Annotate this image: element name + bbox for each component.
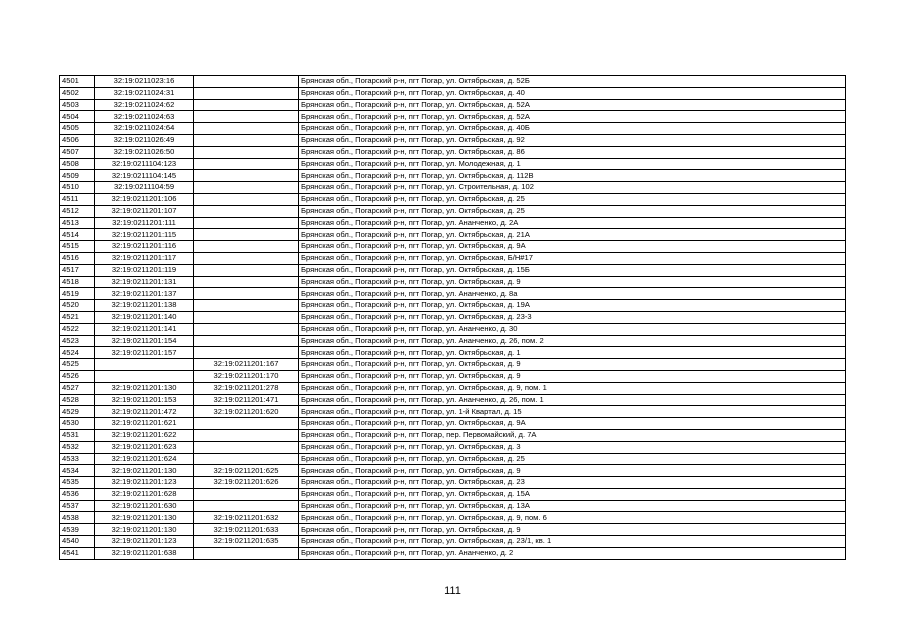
linked-cadastral-number-cell: 32:19:0211201:167 [194, 359, 299, 371]
table-row [60, 347, 846, 359]
address-cell: Брянская обл., Погарский р-н, пгт Погар, ул. Октябрьская, д. 25 [299, 193, 846, 205]
row-number-cell: 4517 [60, 264, 95, 276]
table-row [60, 276, 846, 288]
linked-cadastral-number-cell [194, 323, 299, 335]
table-row [60, 264, 846, 276]
table-row [60, 382, 846, 394]
row-number-cell: 4527 [60, 382, 95, 394]
row-number-cell: 4521 [60, 311, 95, 323]
row-number-cell: 4513 [60, 217, 95, 229]
cadastral-number-cell: 32:19:0211201:624 [95, 453, 194, 465]
linked-cadastral-number-cell: 32:19:0211201:632 [194, 512, 299, 524]
linked-cadastral-number-cell [194, 99, 299, 111]
address-cell: Брянская обл., Погарский р-н, пгт Погар, ул. Октябрьская, д. 1 [299, 347, 846, 359]
cadastral-number-cell: 32:19:0211201:141 [95, 323, 194, 335]
table-row [60, 536, 846, 548]
row-number-cell: 4501 [60, 76, 95, 88]
address-cell: Брянская обл., Погарский р-н, пгт Погар, ул. Октябрьская, д. 9 [299, 465, 846, 477]
property-registry-table [59, 75, 846, 560]
linked-cadastral-number-cell [194, 264, 299, 276]
table-row [60, 453, 846, 465]
cadastral-number-cell: 32:19:0211104:123 [95, 158, 194, 170]
row-number-cell: 4518 [60, 276, 95, 288]
address-cell: Брянская обл., Погарский р-н, пгт Погар, ул. Октябрьская, д. 40Б [299, 123, 846, 135]
address-cell: Брянская обл., Погарский р-н, пгт Погар, ул. Октябрьская, д. 19А [299, 300, 846, 312]
address-cell: Брянская обл., Погарский р-н, пгт Погар, ул. Ананченко, д. 2 [299, 547, 846, 559]
row-number-cell: 4504 [60, 111, 95, 123]
linked-cadastral-number-cell [194, 300, 299, 312]
cadastral-number-cell: 32:19:0211201:130 [95, 524, 194, 536]
table-row [60, 241, 846, 253]
address-cell: Брянская обл., Погарский р-н, пгт Погар, ул. 1-й Квартал, д. 15 [299, 406, 846, 418]
cadastral-number-cell: 32:19:0211201:140 [95, 311, 194, 323]
address-cell: Брянская обл., Погарский р-н, пгт Погар, ул. Октябрьская, д. 21А [299, 229, 846, 241]
table-row [60, 217, 846, 229]
table-row [60, 76, 846, 88]
address-cell: Брянская обл., Погарский р-н, пгт Погар, ул. Ананченко, д. 26, пом. 2 [299, 335, 846, 347]
row-number-cell: 4541 [60, 547, 95, 559]
linked-cadastral-number-cell [194, 335, 299, 347]
linked-cadastral-number-cell [194, 347, 299, 359]
table-row [60, 205, 846, 217]
table-row [60, 252, 846, 264]
address-cell: Брянская обл., Погарский р-н, пгт Погар, ул. Октябрьская, д. 112В [299, 170, 846, 182]
cadastral-number-cell: 32:19:0211201:115 [95, 229, 194, 241]
cadastral-number-cell: 32:19:0211201:130 [95, 512, 194, 524]
linked-cadastral-number-cell [194, 134, 299, 146]
table-row [60, 170, 846, 182]
address-cell: Брянская обл., Погарский р-н, пгт Погар, ул. Октябрьская, д. 9 [299, 359, 846, 371]
row-number-cell: 4528 [60, 394, 95, 406]
row-number-cell: 4510 [60, 182, 95, 194]
address-cell: Брянская обл., Погарский р-н, пгт Погар, ул. Октябрьская, Б/Н#17 [299, 252, 846, 264]
cadastral-number-cell: 32:19:0211201:130 [95, 465, 194, 477]
cadastral-number-cell: 32:19:0211024:64 [95, 123, 194, 135]
row-number-cell: 4515 [60, 241, 95, 253]
row-number-cell: 4536 [60, 488, 95, 500]
table-row [60, 288, 846, 300]
row-number-cell: 4520 [60, 300, 95, 312]
row-number-cell: 4519 [60, 288, 95, 300]
cadastral-number-cell: 32:19:0211104:59 [95, 182, 194, 194]
row-number-cell: 4526 [60, 370, 95, 382]
row-number-cell: 4516 [60, 252, 95, 264]
table-row [60, 418, 846, 430]
linked-cadastral-number-cell [194, 205, 299, 217]
address-cell: Брянская обл., Погарский р-н, пгт Погар, ул. Октябрьская, д. 3 [299, 441, 846, 453]
address-cell: Брянская обл., Погарский р-н, пгт Погар, ул. Октябрьская, д. 9А [299, 241, 846, 253]
table-row [60, 99, 846, 111]
table-row [60, 547, 846, 559]
address-cell: Брянская обл., Погарский р-н, пгт Погар, ул. Октябрьская, д. 9, пом. 6 [299, 512, 846, 524]
table-row [60, 524, 846, 536]
address-cell: Брянская обл., Погарский р-н, пгт Погар, ул. Октябрьская, д. 92 [299, 134, 846, 146]
row-number-cell: 4537 [60, 500, 95, 512]
linked-cadastral-number-cell [194, 76, 299, 88]
linked-cadastral-number-cell [194, 193, 299, 205]
registry-table-body [60, 76, 846, 560]
linked-cadastral-number-cell: 32:19:0211201:626 [194, 477, 299, 489]
cadastral-number-cell [95, 359, 194, 371]
address-cell: Брянская обл., Погарский р-н, пгт Погар, ул. Октябрьская, д. 9А [299, 418, 846, 430]
linked-cadastral-number-cell [194, 441, 299, 453]
table-row [60, 193, 846, 205]
address-cell: Брянская обл., Погарский р-н, пгт Погар, ул. Октябрьская, д. 52А [299, 99, 846, 111]
row-number-cell: 4509 [60, 170, 95, 182]
linked-cadastral-number-cell: 32:19:0211201:620 [194, 406, 299, 418]
linked-cadastral-number-cell: 32:19:0211201:633 [194, 524, 299, 536]
row-number-cell: 4531 [60, 429, 95, 441]
cadastral-number-cell: 32:19:0211024:63 [95, 111, 194, 123]
linked-cadastral-number-cell [194, 229, 299, 241]
table-row [60, 311, 846, 323]
linked-cadastral-number-cell [194, 123, 299, 135]
address-cell: Брянская обл., Погарский р-н, пгт Погар, ул. Октябрьская, д. 9 [299, 370, 846, 382]
cadastral-number-cell: 32:19:0211201:119 [95, 264, 194, 276]
cadastral-number-cell: 32:19:0211201:157 [95, 347, 194, 359]
row-number-cell: 4534 [60, 465, 95, 477]
address-cell: Брянская обл., Погарский р-н, пгт Погар, ул. Октябрьская, д. 15А [299, 488, 846, 500]
table-row [60, 359, 846, 371]
row-number-cell: 4529 [60, 406, 95, 418]
cadastral-number-cell: 32:19:0211201:131 [95, 276, 194, 288]
linked-cadastral-number-cell [194, 488, 299, 500]
linked-cadastral-number-cell [194, 252, 299, 264]
row-number-cell: 4511 [60, 193, 95, 205]
linked-cadastral-number-cell: 32:19:0211201:635 [194, 536, 299, 548]
linked-cadastral-number-cell [194, 500, 299, 512]
linked-cadastral-number-cell [194, 288, 299, 300]
table-row [60, 229, 846, 241]
linked-cadastral-number-cell [194, 418, 299, 430]
row-number-cell: 4514 [60, 229, 95, 241]
table-row [60, 394, 846, 406]
table-row [60, 500, 846, 512]
table-row [60, 477, 846, 489]
row-number-cell: 4525 [60, 359, 95, 371]
linked-cadastral-number-cell [194, 182, 299, 194]
address-cell: Брянская обл., Погарский р-н, пгт Погар, ул. Октябрьская, д. 25 [299, 453, 846, 465]
table-row [60, 370, 846, 382]
table-row [60, 182, 846, 194]
address-cell: Брянская обл., Погарский р-н, пгт Погар, ул. Октябрьская, д. 15Б [299, 264, 846, 276]
linked-cadastral-number-cell [194, 311, 299, 323]
linked-cadastral-number-cell [194, 241, 299, 253]
row-number-cell: 4538 [60, 512, 95, 524]
cadastral-number-cell: 32:19:0211104:145 [95, 170, 194, 182]
cadastral-number-cell: 32:19:0211026:50 [95, 146, 194, 158]
cadastral-number-cell: 32:19:0211201:116 [95, 241, 194, 253]
row-number-cell: 4512 [60, 205, 95, 217]
address-cell: Брянская обл., Погарский р-н, пгт Погар, ул. Ананченко, д. 26, пом. 1 [299, 394, 846, 406]
address-cell: Брянская обл., Погарский р-н, пгт Погар, ул. Октябрьская, д. 9 [299, 524, 846, 536]
cadastral-number-cell: 32:19:0211201:154 [95, 335, 194, 347]
address-cell: Брянская обл., Погарский р-н, пгт Погар, ул. Ананченко, д. 30 [299, 323, 846, 335]
cadastral-number-cell [95, 370, 194, 382]
table-row [60, 123, 846, 135]
table-row [60, 512, 846, 524]
cadastral-number-cell: 32:19:0211201:130 [95, 382, 194, 394]
row-number-cell: 4535 [60, 477, 95, 489]
cadastral-number-cell: 32:19:0211026:49 [95, 134, 194, 146]
cadastral-number-cell: 32:19:0211201:628 [95, 488, 194, 500]
row-number-cell: 4533 [60, 453, 95, 465]
cadastral-number-cell: 32:19:0211024:62 [95, 99, 194, 111]
table-row [60, 111, 846, 123]
table-row [60, 323, 846, 335]
table-row [60, 87, 846, 99]
row-number-cell: 4502 [60, 87, 95, 99]
row-number-cell: 4507 [60, 146, 95, 158]
table-row [60, 134, 846, 146]
row-number-cell: 4524 [60, 347, 95, 359]
linked-cadastral-number-cell [194, 547, 299, 559]
cadastral-number-cell: 32:19:0211201:630 [95, 500, 194, 512]
address-cell: Брянская обл., Погарский р-н, пгт Погар, ул. Молодежная, д. 1 [299, 158, 846, 170]
table-row [60, 429, 846, 441]
table-row [60, 441, 846, 453]
page-number: 111 [444, 585, 461, 597]
cadastral-number-cell: 32:19:0211201:111 [95, 217, 194, 229]
cadastral-number-cell: 32:19:0211201:123 [95, 536, 194, 548]
cadastral-number-cell: 32:19:0211201:138 [95, 300, 194, 312]
linked-cadastral-number-cell [194, 170, 299, 182]
linked-cadastral-number-cell [194, 429, 299, 441]
address-cell: Брянская обл., Погарский р-н, пгт Погар, ул. Октябрьская, д. 23/1, кв. 1 [299, 536, 846, 548]
linked-cadastral-number-cell [194, 158, 299, 170]
linked-cadastral-number-cell [194, 87, 299, 99]
cadastral-number-cell: 32:19:0211024:31 [95, 87, 194, 99]
table-row [60, 335, 846, 347]
linked-cadastral-number-cell [194, 217, 299, 229]
linked-cadastral-number-cell [194, 453, 299, 465]
table-row [60, 146, 846, 158]
cadastral-number-cell: 32:19:0211201:622 [95, 429, 194, 441]
address-cell: Брянская обл., Погарский р-н, пгт Погар, ул. Октябрьская, д. 23-3 [299, 311, 846, 323]
cadastral-number-cell: 32:19:0211201:472 [95, 406, 194, 418]
row-number-cell: 4539 [60, 524, 95, 536]
row-number-cell: 4522 [60, 323, 95, 335]
address-cell: Брянская обл., Погарский р-н, пгт Погар, ул. Строительная, д. 102 [299, 182, 846, 194]
address-cell: Брянская обл., Погарский р-н, пгт Погар, ул. Октябрьская, д. 52Б [299, 76, 846, 88]
address-cell: Брянская обл., Погарский р-н, пгт Погар, ул. Октябрьская, д. 52А [299, 111, 846, 123]
table-row [60, 465, 846, 477]
row-number-cell: 4530 [60, 418, 95, 430]
table-row [60, 158, 846, 170]
address-cell: Брянская обл., Погарский р-н, пгт Погар, пер. Первомайский, д. 7А [299, 429, 846, 441]
row-number-cell: 4505 [60, 123, 95, 135]
address-cell: Брянская обл., Погарский р-н, пгт Погар, ул. Ананченко, д. 2А [299, 217, 846, 229]
table-row [60, 488, 846, 500]
cadastral-number-cell: 32:19:0211201:638 [95, 547, 194, 559]
address-cell: Брянская обл., Погарский р-н, пгт Погар, ул. Ананченко, д. 8а [299, 288, 846, 300]
address-cell: Брянская обл., Погарский р-н, пгт Погар, ул. Октябрьская, д. 40 [299, 87, 846, 99]
linked-cadastral-number-cell: 32:19:0211201:170 [194, 370, 299, 382]
cadastral-number-cell: 32:19:0211201:123 [95, 477, 194, 489]
row-number-cell: 4506 [60, 134, 95, 146]
linked-cadastral-number-cell [194, 276, 299, 288]
address-cell: Брянская обл., Погарский р-н, пгт Погар, ул. Октябрьская, д. 9, пом. 1 [299, 382, 846, 394]
cadastral-number-cell: 32:19:0211201:117 [95, 252, 194, 264]
address-cell: Брянская обл., Погарский р-н, пгт Погар, ул. Октябрьская, д. 86 [299, 146, 846, 158]
row-number-cell: 4540 [60, 536, 95, 548]
cadastral-number-cell: 32:19:0211201:623 [95, 441, 194, 453]
cadastral-number-cell: 32:19:0211023:16 [95, 76, 194, 88]
table-row [60, 300, 846, 312]
linked-cadastral-number-cell: 32:19:0211201:625 [194, 465, 299, 477]
table-row [60, 406, 846, 418]
linked-cadastral-number-cell: 32:19:0211201:278 [194, 382, 299, 394]
address-cell: Брянская обл., Погарский р-н, пгт Погар, ул. Октябрьская, д. 13А [299, 500, 846, 512]
cadastral-number-cell: 32:19:0211201:106 [95, 193, 194, 205]
row-number-cell: 4503 [60, 99, 95, 111]
cadastral-number-cell: 32:19:0211201:137 [95, 288, 194, 300]
cadastral-number-cell: 32:19:0211201:621 [95, 418, 194, 430]
row-number-cell: 4508 [60, 158, 95, 170]
linked-cadastral-number-cell [194, 111, 299, 123]
linked-cadastral-number-cell [194, 146, 299, 158]
address-cell: Брянская обл., Погарский р-н, пгт Погар, ул. Октябрьская, д. 9 [299, 276, 846, 288]
linked-cadastral-number-cell: 32:19:0211201:471 [194, 394, 299, 406]
address-cell: Брянская обл., Погарский р-н, пгт Погар, ул. Октябрьская, д. 25 [299, 205, 846, 217]
row-number-cell: 4532 [60, 441, 95, 453]
address-cell: Брянская обл., Погарский р-н, пгт Погар, ул. Октябрьская, д. 23 [299, 477, 846, 489]
cadastral-number-cell: 32:19:0211201:107 [95, 205, 194, 217]
cadastral-number-cell: 32:19:0211201:153 [95, 394, 194, 406]
row-number-cell: 4523 [60, 335, 95, 347]
